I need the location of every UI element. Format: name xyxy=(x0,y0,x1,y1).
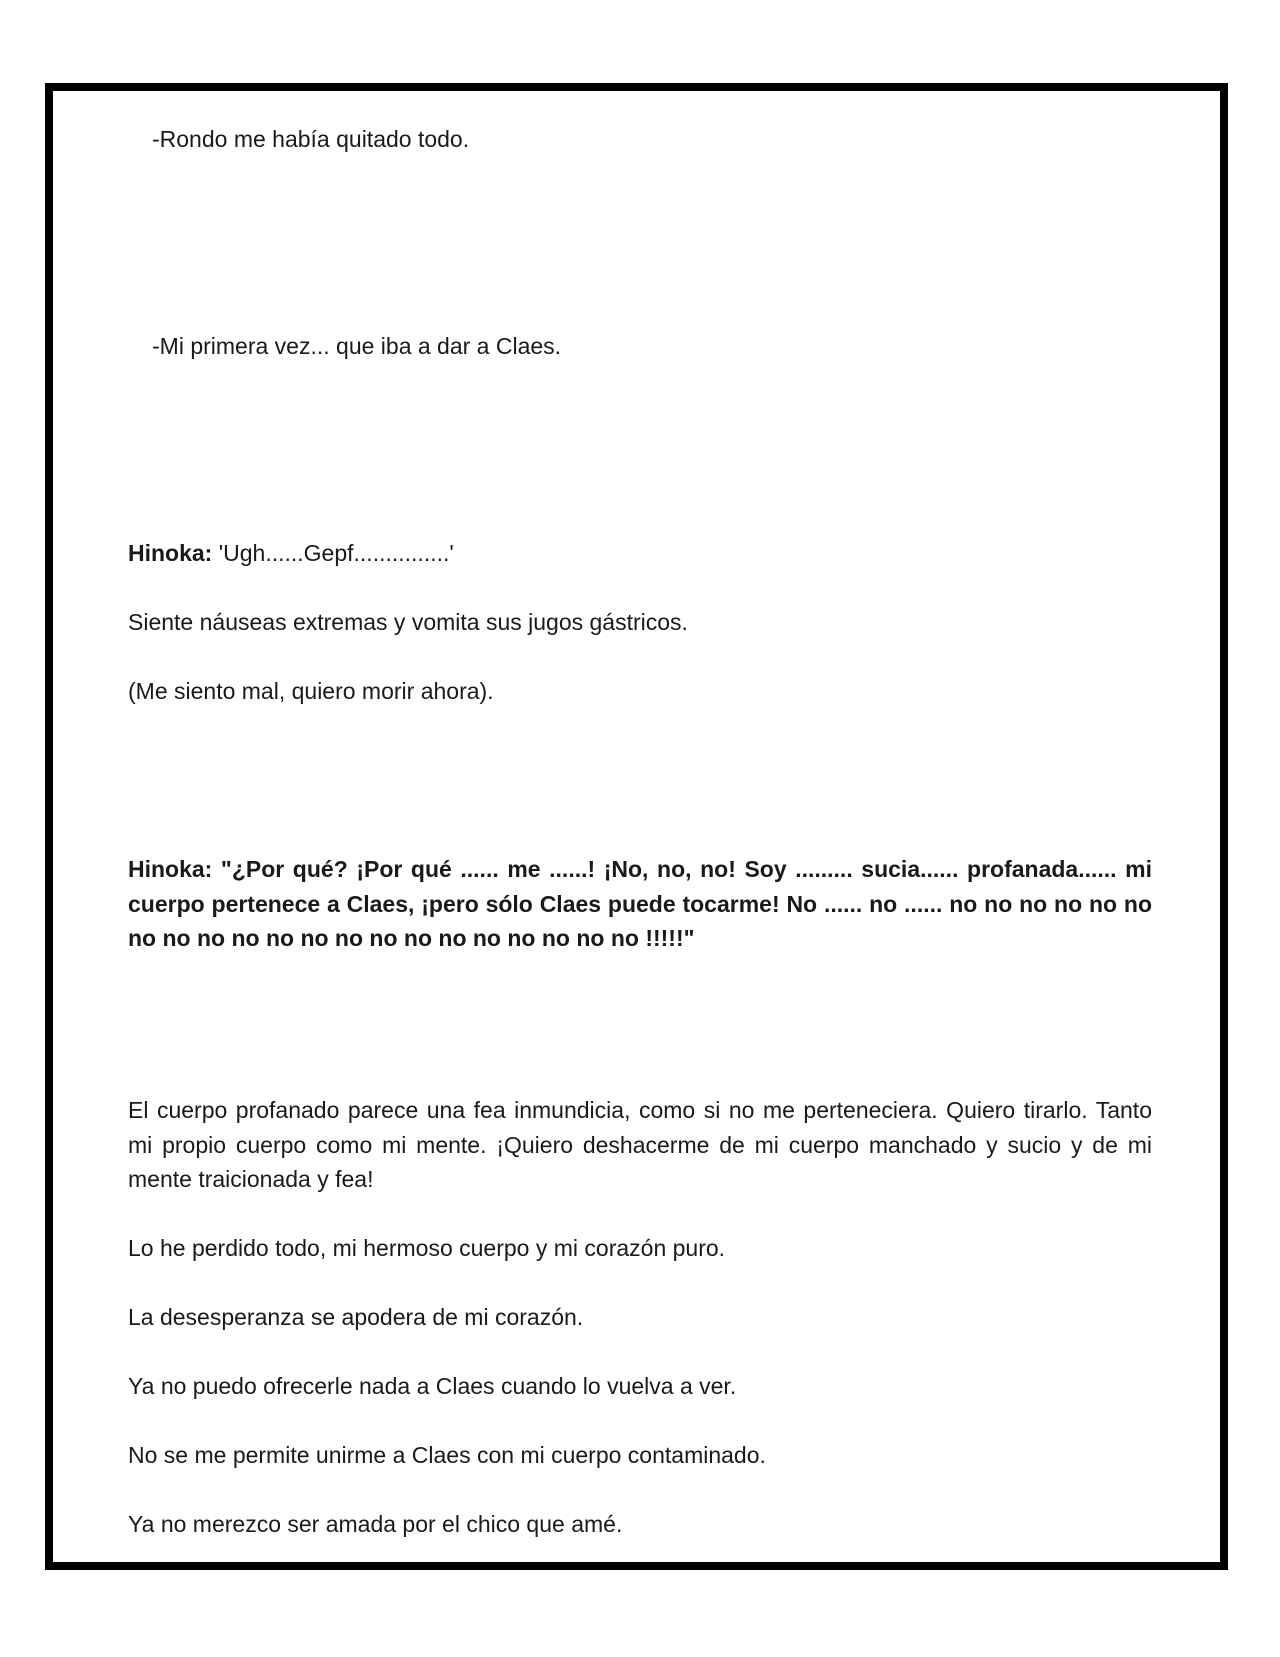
page-border xyxy=(45,83,1228,1570)
speaker-name: Hinoka: xyxy=(128,540,213,566)
dialogue-hinoka-ugh xyxy=(128,536,454,570)
text-line-rondo: -Rondo me había quitado todo. xyxy=(152,126,470,152)
paragraph-cuerpo-profanado: El cuerpo profanado parece una fea inmundicia, como si no me perteneciera. Quiero tirarlo. Tanto mi propio cuerpo como mi mente. ¡Quiero deshacerme de mi cuerpo manchado y sucio y de mi mente traicionada y fea! xyxy=(128,1097,1152,1192)
text-line-me-siento-mal: (Me siento mal, quiero morir ahora). xyxy=(128,678,494,704)
dialogue-hinoka-por-que: Hinoka: "¿Por qué? ¡Por qué ...... me ......! ¡No, no, no! Soy ......... sucia...... profanada...... mi cuerpo pertenece a Claes, ¡pero sólo Claes puede tocarme! No ...... no ...... no no no no no no no no no no no no no no no no no no no no no !!!!!" xyxy=(128,856,1152,951)
text-line-lo-he-perdido: Lo he perdido todo, mi hermoso cuerpo y mi corazón puro. xyxy=(128,1235,726,1261)
text-line-ya-no-merezco: Ya no merezco ser amada por el chico que amé. xyxy=(128,1511,623,1537)
text-line-primera-vez: -Mi primera vez... que iba a dar a Claes. xyxy=(152,333,562,359)
text-line-ya-no-puedo: Ya no puedo ofrecerle nada a Claes cuando lo vuelva a ver. xyxy=(128,1373,737,1399)
text-line-no-se-me-permite: No se me permite unirme a Claes con mi cuerpo contaminado. xyxy=(128,1442,766,1468)
text-line-nauseas: Siente náuseas extremas y vomita sus jugos gástricos. xyxy=(128,609,688,635)
text-line-desesperanza: La desesperanza se apodera de mi corazón. xyxy=(128,1304,584,1330)
dialogue-text: 'Ugh......Gepf...............' xyxy=(212,540,454,566)
